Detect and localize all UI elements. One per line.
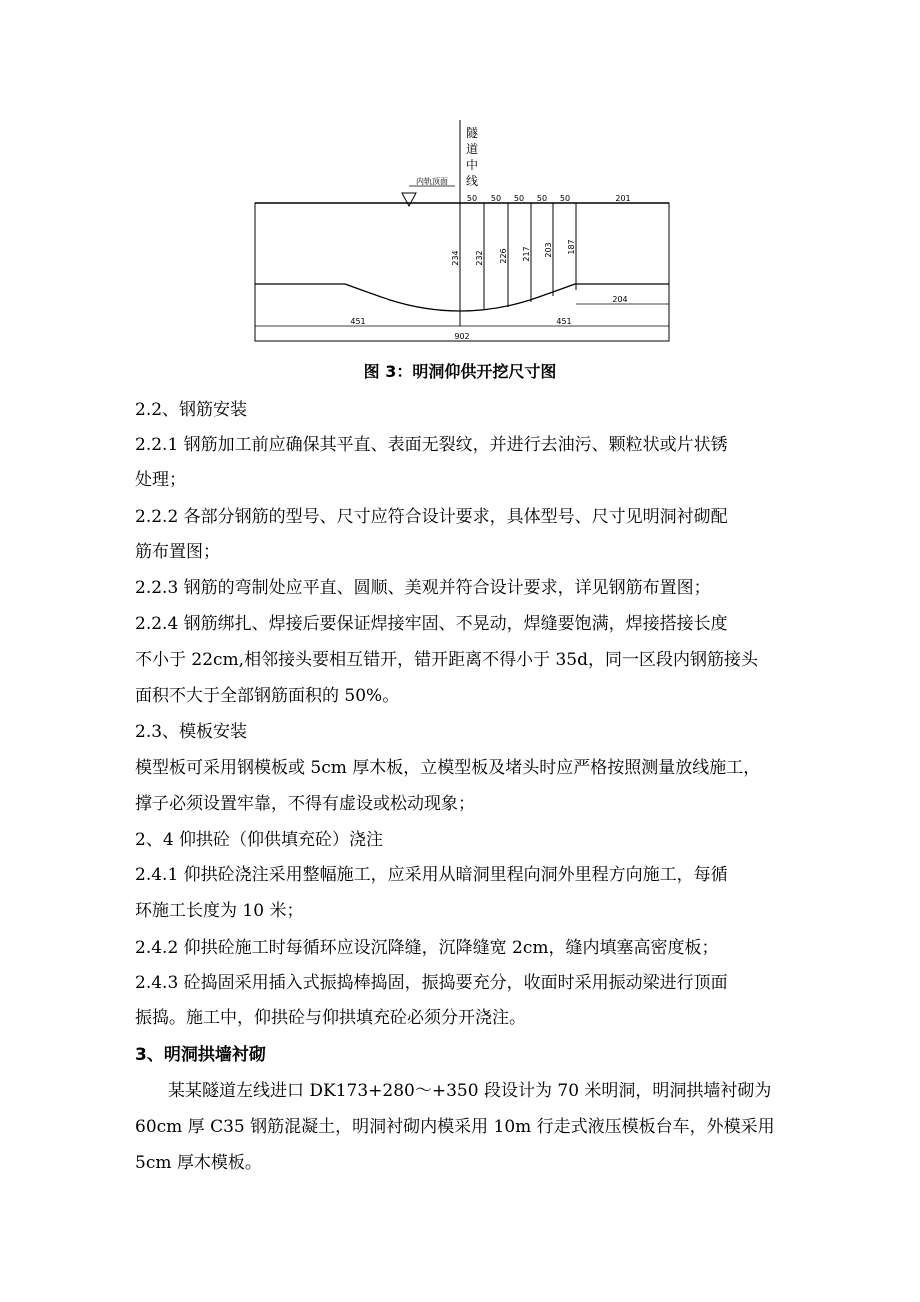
- para-2-2-3: 2.2.3 钢筋的弯制处应平直、圆顺、美观并符合设计要求，详见钢筋布置图；: [135, 578, 711, 598]
- para-2-2-2-line-1: 2.2.2 各部分钢筋的型号、尺寸应符合设计要求，具体型号、尺寸见明洞衬砌配: [135, 507, 728, 527]
- para-2-3-line-1: 模型板可采用钢模板或 5cm 厚木板，立模型板及堵头时应严格按照测量放线施工，: [135, 758, 761, 778]
- section-2-2-title: 2.2、钢筋安装: [135, 400, 248, 420]
- depth-label: 226: [499, 248, 508, 264]
- right-step-label: 204: [612, 295, 628, 304]
- rail-top-triangle-icon: [402, 193, 416, 206]
- left-half-label: 451: [350, 317, 366, 326]
- invert-curve: [255, 284, 669, 311]
- seg-width-label: 50: [559, 194, 571, 203]
- rail-top-label: 内轨顶面: [416, 177, 448, 186]
- para-2-2-2-line-2: 筋布置图；: [135, 542, 220, 562]
- svg-text:隧: 隧: [465, 126, 479, 140]
- para-2-3-line-2: 撑子必须设置牢靠，不得有虚设或松动现象；: [135, 794, 475, 814]
- right-half-label: 451: [556, 317, 572, 326]
- para-2-4-1-line-1: 2.4.1 仰拱砼浇注采用整幅施工，应采用从暗洞里程向洞外里程方向施工，每循: [135, 865, 728, 885]
- depth-label: 187: [567, 239, 576, 255]
- para-3-line-1: 某某隧道左线进口 DK173+280～+350 段设计为 70 米明洞，明洞拱墙衬砌为: [168, 1081, 772, 1101]
- para-2-2-1-line-2: 处理；: [135, 470, 186, 490]
- para-3-line-3: 5cm 厚木模板。: [135, 1153, 262, 1173]
- para-2-4-2: 2.4.2 仰拱砼施工时每循环应设沉降缝，沉降缝宽 2cm，缝内填塞高密度板；: [135, 938, 719, 958]
- depth-label: 234: [451, 250, 460, 266]
- seg-width-label: 50: [466, 194, 478, 203]
- para-2-4-3-line-2: 振捣。施工中，仰拱砼与仰拱填充砼必须分开浇注。: [135, 1008, 526, 1028]
- seg-width-label: 50: [513, 194, 525, 203]
- svg-text:道: 道: [465, 142, 479, 156]
- para-2-4-3-line-1: 2.4.3 砼捣固采用插入式振捣棒捣固，振捣要充分，收面时采用振动梁进行顶面: [135, 973, 728, 993]
- section-2-4-title: 2、4 仰拱砼（仰供填充砼）浇注: [135, 830, 384, 850]
- seg-width-label: 50: [490, 194, 502, 203]
- section-3-title: 3、明洞拱墙衬砌: [135, 1045, 266, 1065]
- depth-label: 203: [544, 242, 553, 258]
- para-2-2-1-line-1: 2.2.1 钢筋加工前应确保其平直、表面无裂纹，并进行去油污、颗粒状或片状锈: [135, 435, 728, 455]
- right-width-label: 201: [615, 194, 631, 203]
- depth-label: 232: [475, 250, 484, 266]
- para-2-2-4-line-2: 不小于 22cm,相邻接头要相互错开，错开距离不得小于 35d，同一区段内钢筋接头: [135, 650, 758, 670]
- para-2-2-4-line-1: 2.2.4 钢筋绑扎、焊接后要保证焊接牢固、不晃动，焊缝要饱满，焊接搭接长度: [135, 614, 728, 634]
- centerline-label: [466, 126, 479, 188]
- seg-width-label: 50: [536, 194, 548, 203]
- total-width-label: 902: [454, 332, 470, 341]
- para-2-2-4-line-3: 面积不大于全部钢筋面积的 50%。: [135, 686, 400, 706]
- section-2-3-title: 2.3、模板安装: [135, 722, 248, 742]
- depth-label: 217: [522, 246, 531, 262]
- svg-text:中: 中: [465, 158, 479, 172]
- invert-excavation-diagram: [240, 110, 680, 350]
- para-2-4-1-line-2: 环施工长度为 10 米；: [135, 901, 304, 921]
- para-3-line-2: 60cm 厚 C35 钢筋混凝土，明洞衬砌内模采用 10m 行走式液压模板台车，外模采用: [135, 1117, 775, 1137]
- svg-text:线: 线: [465, 174, 479, 188]
- figure-caption: 图 3：明洞仰供开挖尺寸图: [363, 362, 557, 381]
- excavation-outline: [255, 203, 669, 341]
